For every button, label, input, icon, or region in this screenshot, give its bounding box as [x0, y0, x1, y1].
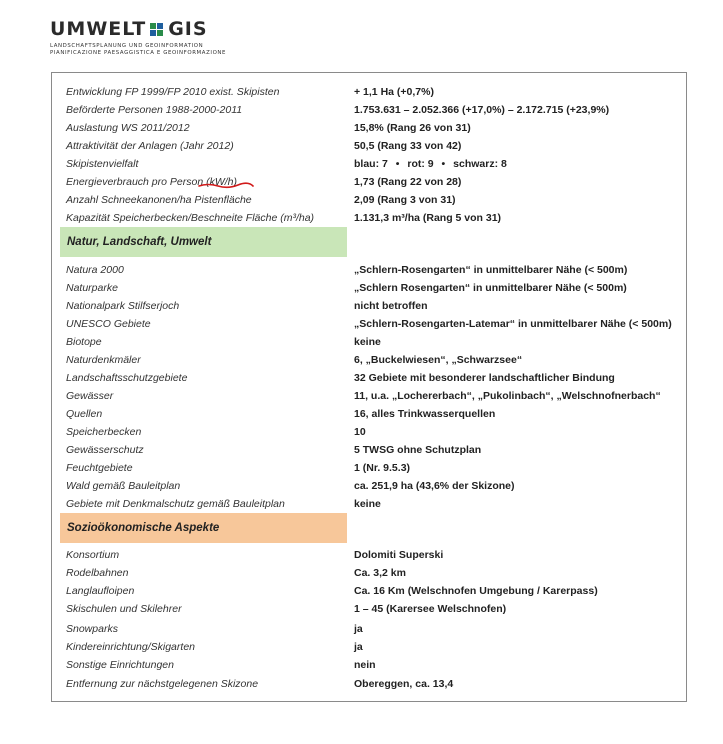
table-row	[66, 279, 676, 297]
table-row	[66, 315, 676, 333]
table-row	[66, 620, 676, 638]
row-label: Nationalpark Stilfserjoch	[66, 300, 180, 312]
row-value: 5 TWSG ohne Schutzplan	[354, 444, 482, 456]
table-row	[66, 101, 676, 119]
table-row	[66, 155, 676, 173]
row-value: nicht betroffen	[354, 300, 428, 312]
row-label: Gebiete mit Denkmalschutz gemäß Bauleitplan	[66, 498, 285, 510]
row-label: Entfernung zur nächstgelegenen Skizone	[66, 678, 259, 690]
table-row	[66, 387, 676, 405]
bullet-separator: •	[395, 158, 400, 170]
table-row	[66, 297, 676, 315]
row-label: Wald gemäß Bauleitplan	[66, 480, 181, 492]
table-row	[66, 675, 676, 693]
row-label: Biotope	[66, 336, 102, 348]
table-row	[66, 119, 676, 137]
row-label: Rodelbahnen	[66, 567, 129, 579]
section-header-nature: Natur, Landschaft, Umwelt	[60, 227, 347, 257]
table-row	[66, 209, 676, 227]
row-value: 32 Gebiete mit besonderer landschaftlicher Bindung	[354, 372, 615, 384]
row-label: Quellen	[66, 408, 103, 420]
row-label: Snowparks	[66, 623, 118, 635]
table-row	[66, 564, 676, 582]
table-row	[66, 582, 676, 600]
table-row	[66, 173, 676, 191]
row-label: Attraktivität der Anlagen (Jahr 2012)	[66, 140, 234, 152]
row-value: 10	[354, 426, 366, 438]
row-label: Speicherbecken	[66, 426, 142, 438]
logo-square	[150, 30, 156, 36]
row-label: Sonstige Einrichtungen	[66, 659, 174, 671]
bullet-separator: •	[441, 158, 446, 170]
row-label: Kindereinrichtung/Skigarten	[66, 641, 195, 653]
row-value: „Schlern-Rosengarten“ in unmittelbarer Nähe (< 500m)	[354, 264, 628, 276]
logo-square	[157, 23, 163, 29]
section-header-socioeconomic: Sozioökonomische Aspekte	[60, 513, 347, 543]
row-value: ja	[354, 641, 363, 653]
row-value: 1 – 45 (Karersee Welschnofen)	[354, 603, 507, 615]
slope-black-count: schwarz: 8	[453, 158, 507, 170]
row-label: Natura 2000	[66, 264, 124, 276]
table-row	[66, 600, 676, 618]
row-label: Skipistenvielfalt	[66, 158, 139, 170]
row-value: 6, „Buckelwiesen“, „Schwarzsee“	[354, 354, 523, 366]
row-value: nein	[354, 659, 376, 671]
table-row	[66, 546, 676, 564]
table-row	[66, 333, 676, 351]
row-value-slope-mix	[354, 158, 507, 170]
logo-square	[150, 23, 156, 29]
row-label: Langlaufloipen	[66, 585, 135, 597]
row-value: 16, alles Trinkwasserquellen	[354, 408, 496, 420]
row-value: keine	[354, 498, 381, 510]
row-value: 11, u.a. „Lochererbach“, „Pukolinbach“, „Welschnofnerbach“	[354, 390, 661, 402]
table-row	[66, 83, 676, 101]
slope-red-count: rot: 9	[407, 158, 434, 170]
row-value: 50,5 (Rang 33 von 42)	[354, 140, 462, 152]
slope-blue-count: blau: 7	[354, 158, 388, 170]
row-value: Ca. 16 Km (Welschnofen Umgebung / Karerpass)	[354, 585, 598, 597]
row-label: Gewässer	[66, 390, 114, 402]
row-value: ca. 251,9 ha (43,6% der Skizone)	[354, 480, 515, 492]
row-value: 1.131,3 m³/ha (Rang 5 von 31)	[354, 212, 502, 224]
row-label: Naturparke	[66, 282, 118, 294]
logo-word-right: GIS	[168, 18, 208, 40]
row-label: Entwicklung FP 1999/FP 2010 exist. Skipisten	[66, 86, 280, 98]
row-label: UNESCO Gebiete	[66, 318, 151, 330]
logo-square	[157, 30, 163, 36]
row-value: Dolomiti Superski	[354, 549, 444, 561]
table-row	[66, 656, 676, 674]
table-row	[66, 441, 676, 459]
row-value: ja	[354, 623, 363, 635]
row-value: 15,8% (Rang 26 von 31)	[354, 122, 471, 134]
company-logo	[50, 18, 226, 57]
table-row	[66, 351, 676, 369]
table-row	[66, 137, 676, 155]
row-label: Konsortium	[66, 549, 120, 561]
logo-wordmark	[50, 18, 226, 40]
row-value: Obereggen, ca. 13,4	[354, 678, 454, 690]
row-label: Feuchtgebiete	[66, 462, 133, 474]
row-value: „Schlern-Rosengarten-Latemar“ in unmittelbarer Nähe (< 500m)	[354, 318, 672, 330]
red-underline-annotation	[198, 181, 254, 189]
row-value: „Schlern Rosengarten“ in unmittelbarer Nähe (< 500m)	[354, 282, 627, 294]
logo-grid-icon	[150, 23, 163, 36]
row-label: Naturdenkmäler	[66, 354, 141, 366]
logo-subtitle-de: LANDSCHAFTSPLANUNG UND GEOINFORMATION	[50, 43, 204, 49]
row-value: 1 (Nr. 9.5.3)	[354, 462, 411, 474]
table-row	[66, 423, 676, 441]
row-value: 1,73 (Rang 22 von 28)	[354, 176, 462, 188]
table-row	[66, 477, 676, 495]
table-row	[66, 459, 676, 477]
logo-subtitle-it: PIANIFICAZIONE PAESAGGISTICA E GEOINFORMAZIONE	[50, 50, 227, 56]
row-value: 2,09 (Rang 3 von 31)	[354, 194, 456, 206]
logo-word-left: UMWELT	[50, 18, 147, 40]
row-value: 1.753.631 – 2.052.366 (+17,0%) – 2.172.715 (+23,9%)	[354, 104, 610, 116]
row-label: Beförderte Personen 1988-2000-2011	[66, 104, 243, 116]
row-value: Ca. 3,2 km	[354, 567, 406, 579]
row-label: Gewässerschutz	[66, 444, 144, 456]
row-label: Auslastung WS 2011/2012	[66, 122, 190, 134]
row-label: Landschaftsschutzgebiete	[66, 372, 188, 384]
table-row	[66, 405, 676, 423]
row-value: keine	[354, 336, 381, 348]
row-value: + 1,1 Ha (+0,7%)	[354, 86, 434, 98]
row-label: Anzahl Schneekanonen/ha Pistenfläche	[66, 194, 252, 206]
row-label: Kapazität Speicherbecken/Beschneite Fläche (m³/ha)	[66, 212, 315, 224]
row-label: Energieverbrauch pro Person (kW/h)	[66, 176, 237, 188]
table-row	[66, 495, 676, 513]
table-row	[66, 191, 676, 209]
table-row	[66, 638, 676, 656]
table-row	[66, 369, 676, 387]
row-label: Skischulen und Skilehrer	[66, 603, 182, 615]
table-row	[66, 261, 676, 279]
